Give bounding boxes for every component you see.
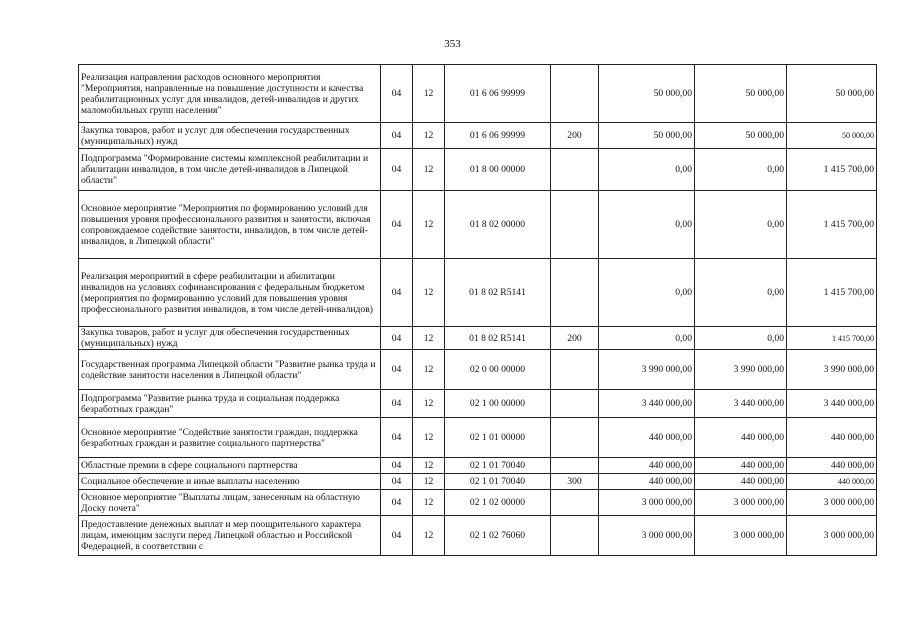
row-name-cell: Подпрограмма "Формирование системы комплексной реабилитации и абилитации инвалидов, в том числе детей-инвалидов в Липецкой области" (79, 149, 381, 191)
row-amount-1-cell: 0,00 (599, 149, 695, 191)
row-amount-1-cell: 0,00 (599, 259, 695, 327)
row-subsection-cell: 12 (413, 149, 445, 191)
table-row (79, 390, 877, 418)
row-target-article-cell: 02 1 02 00000 (445, 490, 551, 516)
row-amount-3-cell: 3 990 000,00 (787, 350, 877, 390)
row-amount-3-cell: 1 415 700,00 (787, 259, 877, 327)
row-section-cell: 04 (381, 327, 413, 350)
row-name-cell: Основное мероприятие "Выплаты лицам, занесенным на областную Доску почета" (79, 490, 381, 516)
row-amount-1-cell: 440 000,00 (599, 418, 695, 458)
row-amount-3-cell: 1 415 700,00 (787, 191, 877, 259)
row-name-cell: Основное мероприятие "Содействие занятости граждан, поддержка безработных граждан и развитие социального партнерства" (79, 418, 381, 458)
row-amount-2-cell: 440 000,00 (695, 474, 787, 490)
row-subsection-cell: 12 (413, 327, 445, 350)
row-section-cell: 04 (381, 418, 413, 458)
row-name-cell: Социальное обеспечение и иные выплаты населению (79, 474, 381, 490)
row-subsection-cell: 12 (413, 490, 445, 516)
table-row (79, 516, 877, 556)
row-amount-2-cell: 3 000 000,00 (695, 490, 787, 516)
row-section-cell: 04 (381, 191, 413, 259)
row-name-cell: Реализация мероприятий в сфере реабилитации и абилитации инвалидов на условиях софинансирования с федеральным бюджетом (мероприятия по формированию условий для повышения уровня профессионального развития инвалидов, в том числе детей-инвалидов) (79, 259, 381, 327)
row-expense-type-cell (551, 149, 599, 191)
row-section-cell: 04 (381, 390, 413, 418)
row-subsection-cell: 12 (413, 65, 445, 123)
row-amount-2-cell: 0,00 (695, 259, 787, 327)
row-expense-type-cell: 200 (551, 327, 599, 350)
row-expense-type-cell (551, 516, 599, 556)
row-section-cell: 04 (381, 516, 413, 556)
row-amount-3-cell: 1 415 700,00 (787, 327, 877, 350)
table-row (79, 458, 877, 474)
row-section-cell: 04 (381, 490, 413, 516)
row-section-cell: 04 (381, 149, 413, 191)
row-amount-2-cell: 440 000,00 (695, 418, 787, 458)
row-amount-1-cell: 3 000 000,00 (599, 490, 695, 516)
row-amount-2-cell: 50 000,00 (695, 65, 787, 123)
row-target-article-cell: 01 8 02 R5141 (445, 259, 551, 327)
row-amount-1-cell: 3 000 000,00 (599, 516, 695, 556)
row-target-article-cell: 02 1 01 70040 (445, 458, 551, 474)
row-expense-type-cell: 300 (551, 474, 599, 490)
row-amount-1-cell: 440 000,00 (599, 474, 695, 490)
row-target-article-cell: 02 0 00 00000 (445, 350, 551, 390)
row-subsection-cell: 12 (413, 123, 445, 149)
row-target-article-cell: 02 1 01 70040 (445, 474, 551, 490)
row-amount-3-cell: 3 440 000,00 (787, 390, 877, 418)
row-expense-type-cell (551, 418, 599, 458)
row-section-cell: 04 (381, 350, 413, 390)
row-name-cell: Областные премии в сфере социального партнерства (79, 458, 381, 474)
row-amount-2-cell: 3 990 000,00 (695, 350, 787, 390)
table-row (79, 474, 877, 490)
row-amount-3-cell: 3 000 000,00 (787, 490, 877, 516)
row-section-cell: 04 (381, 123, 413, 149)
row-subsection-cell: 12 (413, 516, 445, 556)
row-name-cell: Закупка товаров, работ и услуг для обеспечения государственных (муниципальных) нужд (79, 123, 381, 149)
row-subsection-cell: 12 (413, 458, 445, 474)
row-amount-2-cell: 50 000,00 (695, 123, 787, 149)
row-name-cell: Предоставление денежных выплат и мер поощрительного характера лицам, имеющим заслуги перед Липецкой областью и Российской Федерацией, в соответствии с (79, 516, 381, 556)
row-section-cell: 04 (381, 259, 413, 327)
page-number: 353 (444, 38, 461, 50)
row-expense-type-cell (551, 350, 599, 390)
row-amount-3-cell: 440 000,00 (787, 474, 877, 490)
row-amount-2-cell: 0,00 (695, 327, 787, 350)
row-amount-1-cell: 0,00 (599, 327, 695, 350)
row-amount-2-cell: 440 000,00 (695, 458, 787, 474)
row-target-article-cell: 01 8 00 00000 (445, 149, 551, 191)
row-amount-1-cell: 3 990 000,00 (599, 350, 695, 390)
row-target-article-cell: 01 8 02 R5141 (445, 327, 551, 350)
row-amount-3-cell: 440 000,00 (787, 418, 877, 458)
budget-table (78, 64, 877, 556)
row-expense-type-cell (551, 191, 599, 259)
table-row (79, 350, 877, 390)
row-amount-1-cell: 3 440 000,00 (599, 390, 695, 418)
row-amount-1-cell: 50 000,00 (599, 123, 695, 149)
row-name-cell: Государственная программа Липецкой области "Развитие рынка труда и содействие занятости населения в Липецкой области" (79, 350, 381, 390)
table-row (79, 149, 877, 191)
row-expense-type-cell (551, 490, 599, 516)
row-section-cell: 04 (381, 65, 413, 123)
row-expense-type-cell: 200 (551, 123, 599, 149)
row-amount-1-cell: 440 000,00 (599, 458, 695, 474)
row-amount-2-cell: 0,00 (695, 191, 787, 259)
table-row (79, 191, 877, 259)
table-row (79, 65, 877, 123)
row-subsection-cell: 12 (413, 191, 445, 259)
row-target-article-cell: 01 8 02 00000 (445, 191, 551, 259)
row-expense-type-cell (551, 390, 599, 418)
row-amount-3-cell: 3 000 000,00 (787, 516, 877, 556)
row-subsection-cell: 12 (413, 390, 445, 418)
row-amount-1-cell: 0,00 (599, 191, 695, 259)
row-amount-3-cell: 1 415 700,00 (787, 149, 877, 191)
row-name-cell: Основное мероприятие "Мероприятия по формированию условий для повышения уровня профессионального развития и занятости, включая сопровождаемое содействие занятости, инвалидов, в том числе детей-инвалидов, в Липецкой области" (79, 191, 381, 259)
row-subsection-cell: 12 (413, 474, 445, 490)
row-target-article-cell: 02 1 01 00000 (445, 418, 551, 458)
row-section-cell: 04 (381, 458, 413, 474)
table-row (79, 259, 877, 327)
row-expense-type-cell (551, 259, 599, 327)
row-expense-type-cell (551, 458, 599, 474)
table-row (79, 327, 877, 350)
row-target-article-cell: 02 1 02 76060 (445, 516, 551, 556)
table-row (79, 490, 877, 516)
row-amount-3-cell: 50 000,00 (787, 65, 877, 123)
row-name-cell: Закупка товаров, работ и услуг для обеспечения государственных (муниципальных) нужд (79, 327, 381, 350)
row-subsection-cell: 12 (413, 350, 445, 390)
row-amount-2-cell: 3 440 000,00 (695, 390, 787, 418)
table-row (79, 123, 877, 149)
row-target-article-cell: 02 1 00 00000 (445, 390, 551, 418)
row-expense-type-cell (551, 65, 599, 123)
row-subsection-cell: 12 (413, 259, 445, 327)
row-amount-3-cell: 440 000,00 (787, 458, 877, 474)
row-name-cell: Подпрограмма "Развитие рынка труда и социальная поддержка безработных граждан" (79, 390, 381, 418)
row-amount-2-cell: 0,00 (695, 149, 787, 191)
row-target-article-cell: 01 6 06 99999 (445, 123, 551, 149)
row-target-article-cell: 01 6 06 99999 (445, 65, 551, 123)
row-amount-2-cell: 3 000 000,00 (695, 516, 787, 556)
row-subsection-cell: 12 (413, 418, 445, 458)
row-amount-1-cell: 50 000,00 (599, 65, 695, 123)
row-section-cell: 04 (381, 474, 413, 490)
table-row (79, 418, 877, 458)
row-name-cell: Реализация направления расходов основного мероприятия "Мероприятия, направленные на повышение доступности и качества реабилитационных услуг для инвалидов, детей-инвалидов и других маломобильных групп населения" (79, 65, 381, 123)
row-amount-3-cell: 50 000,00 (787, 123, 877, 149)
